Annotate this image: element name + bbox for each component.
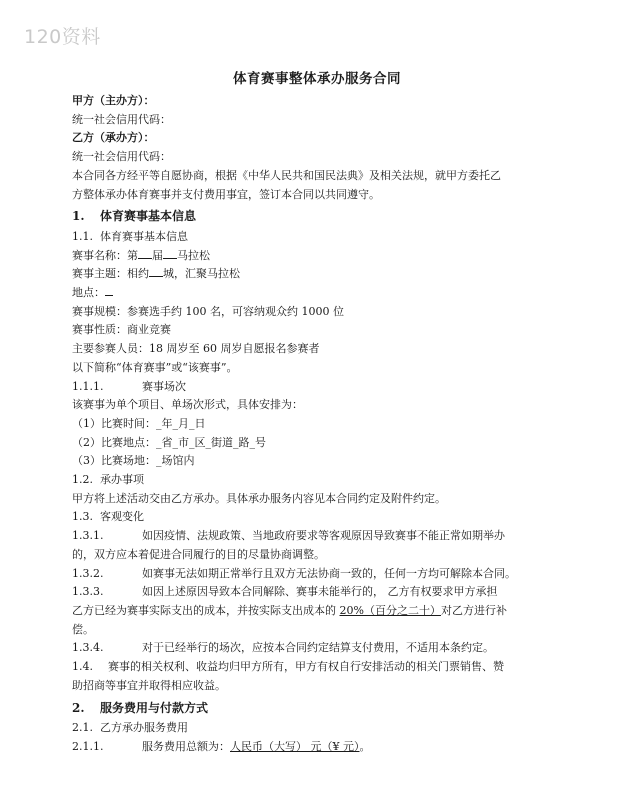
section-number: 1.1.1. <box>72 379 104 393</box>
clause-text: 赛事的相关权利、收益均归甲方所有，甲方有权自行安排活动的相关门票销售、赞 <box>108 660 504 674</box>
event-name-mid: 届 <box>152 248 163 262</box>
section-number: 1.1. <box>72 229 93 243</box>
section-1-1-heading <box>72 228 562 247</box>
section-number: 1.2. <box>72 473 93 487</box>
section-number: 2. <box>72 700 85 715</box>
section-number: 1.3.3. <box>72 585 104 599</box>
section-1-3-heading <box>72 508 562 527</box>
event-scale: 赛事规模：参赛选手约 100 名，可容纳观众约 1000 位 <box>72 304 344 318</box>
section-1-1-1-heading <box>72 378 562 397</box>
event-name-label: 赛事名称：第 <box>72 248 138 262</box>
event-venue-label: 地点： <box>72 286 105 300</box>
event-nature: 赛事性质：商业竞赛 <box>72 323 171 337</box>
fee-end: 。 <box>359 739 371 753</box>
event-participants: 主要参赛人员：18 周岁至 60 周岁自愿报名参赛者 <box>72 342 320 356</box>
section-1-1-1-text: 该赛事为单个项目、单场次形式，具体安排为： <box>72 398 303 412</box>
clause-text: 对于已经举行的场次，应按本合同约定结算支付费用，不适用本条约定。 <box>142 641 494 655</box>
blank-field <box>105 284 113 296</box>
section-2-heading <box>72 699 562 718</box>
party-b-credit-code: 统一社会信用代码： <box>72 150 171 164</box>
section-1-3-3 <box>72 583 562 602</box>
section-2-1-1 <box>72 738 562 757</box>
document-body <box>72 92 562 757</box>
event-venue <box>72 284 562 303</box>
fee-amount: 人民币（大写） 元（¥ 元） <box>230 739 360 753</box>
section-1-3-2 <box>72 565 562 584</box>
section-number: 1.3. <box>72 510 93 524</box>
section-1-heading <box>72 207 562 226</box>
watermark-text: 120资料 <box>24 26 101 48</box>
section-1-2-heading <box>72 471 562 490</box>
section-1-3-3-end: 偿。 <box>72 622 94 636</box>
preamble-line-1: 本合同各方经平等自愿协商，根据《中华人民共和国民法典》及相关法规，就甲方委托乙 <box>72 168 501 182</box>
fee-label: 服务费用总额为： <box>142 739 230 753</box>
section-1-2-text: 甲方将上述活动交由乙方承办。具体承办服务内容见本合同约定及附件约定。 <box>72 491 446 505</box>
section-number: 2.1. <box>72 721 93 735</box>
document-title: 体育赛事整体承办服务合同 <box>233 71 401 87</box>
party-b-label: 乙方（承办方）： <box>72 131 155 145</box>
section-title: 体育赛事基本信息 <box>100 209 197 224</box>
section-title: 赛事场次 <box>142 379 186 393</box>
blank-field <box>163 247 177 259</box>
blank-field <box>149 265 163 277</box>
clause-text: 如赛事无法如期正常举行且双方无法协商一致的，任何一方均可解除本合同。 <box>142 566 516 580</box>
party-a-label: 甲方（主办方）： <box>72 94 155 107</box>
schedule-item-location: （2）比赛地点：_省_市_区_街道_路_号 <box>72 435 266 449</box>
section-title: 体育赛事基本信息 <box>100 229 188 243</box>
section-number: 1.4. <box>72 660 93 674</box>
section-2-1-heading <box>72 719 562 738</box>
event-theme-end: 城，汇聚马拉松 <box>163 267 240 281</box>
section-1-4 <box>72 658 562 677</box>
section-number: 1.3.4. <box>72 641 104 655</box>
event-name <box>72 247 562 266</box>
section-title: 乙方承办服务费用 <box>100 721 188 735</box>
section-1-3-4 <box>72 639 562 658</box>
event-name-end: 马拉松 <box>177 248 210 262</box>
party-a-credit-code: 统一社会信用代码： <box>72 112 171 126</box>
section-number: 1. <box>72 209 85 224</box>
section-number: 2.1.1. <box>72 739 104 753</box>
compensation-rate: 20%（百分之二十） <box>339 603 441 617</box>
event-alias: 以下简称“体育赛事”或“该赛事”。 <box>72 360 238 374</box>
schedule-item-field: （3）比赛场地：_场馆内 <box>72 454 195 468</box>
section-1-4-continued: 助招商等事宜并取得相应收益。 <box>72 678 226 692</box>
clause-text: 如因上述原因导致本合同解除、赛事未能举行的， 乙方有权要求甲方承担 <box>142 585 498 599</box>
clause-text: 乙方已经为赛事实际支出的成本，并按实际支出成本的 <box>72 603 340 617</box>
event-theme-label: 赛事主题：相约 <box>72 267 149 281</box>
section-number: 1.3.2. <box>72 566 104 580</box>
blank-field <box>138 247 152 259</box>
section-title: 服务费用与付款方式 <box>100 700 209 715</box>
event-theme <box>72 265 562 284</box>
section-title: 客观变化 <box>100 510 144 524</box>
section-1-3-1 <box>72 527 562 546</box>
clause-text: 对乙方进行补 <box>440 603 507 617</box>
section-title: 承办事项 <box>100 473 144 487</box>
section-number: 1.3.1. <box>72 529 104 543</box>
section-1-3-1-continued: 的，双方应本着促进合同履行的目的尽量协商调整。 <box>72 547 325 561</box>
section-1-3-3-continued <box>72 602 562 621</box>
preamble-line-2: 方整体承办体育赛事并支付费用事宜，签订本合同以共同遵守。 <box>72 187 380 201</box>
schedule-item-time: （1）比赛时间：_年_月_日 <box>72 416 206 430</box>
clause-text: 如因疫情、法规政策、当地政府要求等客观原因导致赛事不能正常如期举办 <box>142 529 505 543</box>
